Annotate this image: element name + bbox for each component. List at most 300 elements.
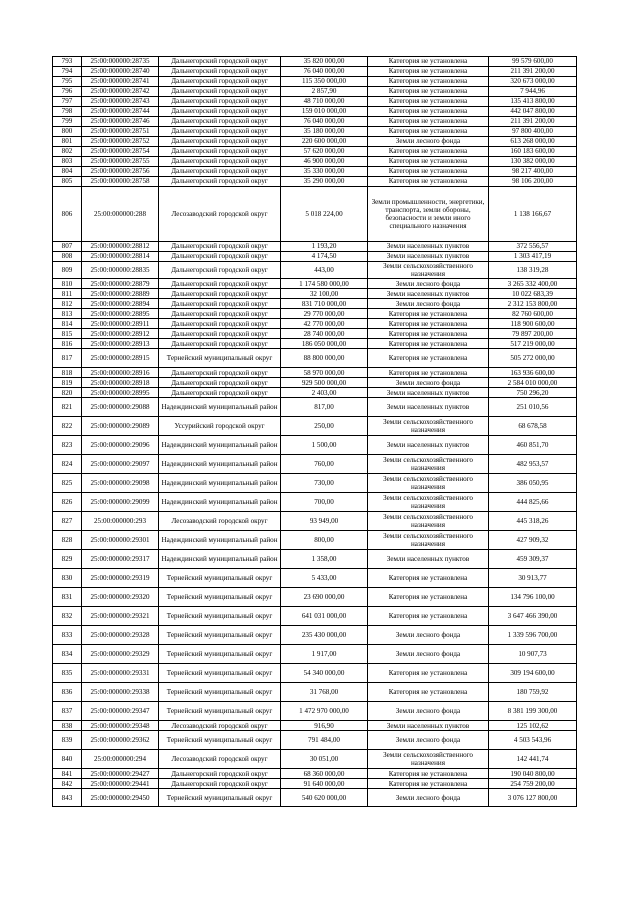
- cell-cad: 25:00:000000:28752: [82, 137, 159, 147]
- cell-district: Лесозаводский городской округ: [159, 750, 281, 769]
- cell-cad: 25:00:000000:29331: [82, 664, 159, 683]
- cell-n: 815: [53, 329, 82, 339]
- cell-n: 803: [53, 157, 82, 167]
- cell-cad: 25:00:000000:29089: [82, 417, 159, 436]
- cell-n: 836: [53, 683, 82, 702]
- cell-n: 799: [53, 117, 82, 127]
- table-row: [53, 177, 577, 187]
- cell-category: Категория не установлена: [368, 309, 489, 319]
- table-row: [53, 127, 577, 137]
- cell-district: Надеждинский муниципальный район: [159, 474, 281, 493]
- table-row: [53, 417, 577, 436]
- cell-category: Категория не установлена: [368, 779, 489, 789]
- table-row: [53, 349, 577, 368]
- cell-cad: 25:00:000000:29301: [82, 531, 159, 550]
- cell-district: Дальнегорский городской округ: [159, 329, 281, 339]
- cell-category: Земли сельскохозяйственного назначения: [368, 750, 489, 769]
- table-row: [53, 550, 577, 569]
- cell-area: 1 472 970 000,00: [281, 702, 368, 721]
- cell-value: 445 318,26: [489, 512, 577, 531]
- cell-n: 823: [53, 436, 82, 455]
- cell-category: Категория не установлена: [368, 97, 489, 107]
- cell-value: 482 953,57: [489, 455, 577, 474]
- cell-district: Тернейский муниципальный округ: [159, 789, 281, 807]
- table-row: [53, 702, 577, 721]
- table-row: [53, 769, 577, 779]
- cell-n: 801: [53, 137, 82, 147]
- cell-cad: 25:00:000000:29099: [82, 493, 159, 512]
- cell-category: Категория не установлена: [368, 319, 489, 329]
- cell-value: 98 106 200,00: [489, 177, 577, 187]
- cell-n: 826: [53, 493, 82, 512]
- cell-value: 386 050,95: [489, 474, 577, 493]
- cell-district: Дальнегорский городской округ: [159, 368, 281, 378]
- cell-value: 2 312 153 800,00: [489, 299, 577, 309]
- cell-area: 1 193,20: [281, 242, 368, 252]
- table-row: [53, 299, 577, 309]
- cell-n: 828: [53, 531, 82, 550]
- cell-district: Надеждинский муниципальный район: [159, 436, 281, 455]
- cell-area: 46 900 000,00: [281, 157, 368, 167]
- cell-area: 93 949,00: [281, 512, 368, 531]
- cell-category: Категория не установлена: [368, 177, 489, 187]
- cell-cad: 25:00:000000:29088: [82, 398, 159, 417]
- cell-category: Земли населенных пунктов: [368, 398, 489, 417]
- cell-category: Категория не установлена: [368, 127, 489, 137]
- cell-district: Тернейский муниципальный округ: [159, 702, 281, 721]
- cell-category: Категория не установлена: [368, 349, 489, 368]
- cell-district: Дальнегорский городской округ: [159, 252, 281, 262]
- table-row: [53, 77, 577, 87]
- cell-category: Категория не установлена: [368, 339, 489, 349]
- table-row: [53, 664, 577, 683]
- cell-district: Тернейский муниципальный округ: [159, 569, 281, 588]
- cell-district: Дальнегорский городской округ: [159, 779, 281, 789]
- cell-district: Надеждинский муниципальный район: [159, 531, 281, 550]
- cell-district: Дальнегорский городской округ: [159, 388, 281, 398]
- cell-category: Земли лесного фонда: [368, 279, 489, 289]
- cell-value: 1 339 596 700,00: [489, 626, 577, 645]
- cell-cad: 25:00:000000:28812: [82, 242, 159, 252]
- cell-area: 115 350 000,00: [281, 77, 368, 87]
- cell-value: 10 022 683,39: [489, 289, 577, 299]
- cell-cad: 25:00:000000:28744: [82, 107, 159, 117]
- cell-value: 2 584 010 000,00: [489, 378, 577, 388]
- cell-area: 235 430 000,00: [281, 626, 368, 645]
- cell-area: 791 484,00: [281, 731, 368, 750]
- cell-area: 91 640 000,00: [281, 779, 368, 789]
- table-row: [53, 493, 577, 512]
- cell-n: 832: [53, 607, 82, 626]
- cell-n: 798: [53, 107, 82, 117]
- cell-cad: 25:00:000000:28889: [82, 289, 159, 299]
- cell-category: Земли лесного фонда: [368, 731, 489, 750]
- table-row: [53, 289, 577, 299]
- cell-category: Земли сельскохозяйственного назначения: [368, 512, 489, 531]
- cell-category: Земли промышленности, энергетики, транспорта, земли обороны, безопасности и земли иного специального назначения: [368, 187, 489, 242]
- cell-category: Земли лесного фонда: [368, 137, 489, 147]
- cell-value: 163 936 600,00: [489, 368, 577, 378]
- cell-district: Дальнегорский городской округ: [159, 77, 281, 87]
- table-row: [53, 474, 577, 493]
- table-row: [53, 588, 577, 607]
- cell-category: Категория не установлена: [368, 769, 489, 779]
- cell-cad: 25:00:000000:29097: [82, 455, 159, 474]
- table-row: [53, 262, 577, 279]
- cell-n: 793: [53, 57, 82, 67]
- cell-category: Земли сельскохозяйственного назначения: [368, 493, 489, 512]
- cell-cad: 25:00:000000:28912: [82, 329, 159, 339]
- cell-district: Дальнегорский городской округ: [159, 147, 281, 157]
- cell-n: 831: [53, 588, 82, 607]
- cell-value: 444 825,66: [489, 493, 577, 512]
- table-row: [53, 309, 577, 319]
- cell-cad: 25:00:000000:28814: [82, 252, 159, 262]
- cell-n: 812: [53, 299, 82, 309]
- cell-area: 916,90: [281, 721, 368, 731]
- cell-area: 29 770 000,00: [281, 309, 368, 319]
- cell-category: Земли лесного фонда: [368, 645, 489, 664]
- table-row: [53, 398, 577, 417]
- cell-district: Тернейский муниципальный округ: [159, 349, 281, 368]
- cell-cad: 25:00:000000:29347: [82, 702, 159, 721]
- cell-value: 750 296,20: [489, 388, 577, 398]
- cell-n: 806: [53, 187, 82, 242]
- cell-value: 613 268 000,00: [489, 137, 577, 147]
- cell-district: Дальнегорский городской округ: [159, 67, 281, 77]
- cell-area: 76 040 000,00: [281, 117, 368, 127]
- table-row: [53, 531, 577, 550]
- cell-value: 211 391 200,00: [489, 67, 577, 77]
- cell-area: 2 403,00: [281, 388, 368, 398]
- cell-area: 760,00: [281, 455, 368, 474]
- cell-category: Категория не установлена: [368, 87, 489, 97]
- cell-district: Надеждинский муниципальный район: [159, 455, 281, 474]
- cell-n: 809: [53, 262, 82, 279]
- cell-category: Категория не установлена: [368, 167, 489, 177]
- table-row: [53, 569, 577, 588]
- cell-value: 160 183 600,00: [489, 147, 577, 157]
- cell-category: Категория не установлена: [368, 107, 489, 117]
- cell-area: 23 690 000,00: [281, 588, 368, 607]
- cell-value: 505 272 000,00: [489, 349, 577, 368]
- cell-area: 88 800 000,00: [281, 349, 368, 368]
- table-row: [53, 117, 577, 127]
- table-row: [53, 57, 577, 67]
- cell-district: Лесозаводский городской округ: [159, 187, 281, 242]
- table-row: [53, 607, 577, 626]
- cell-cad: 25:00:000000:29321: [82, 607, 159, 626]
- cell-n: 802: [53, 147, 82, 157]
- cell-category: Земли лесного фонда: [368, 299, 489, 309]
- cell-district: Дальнегорский городской округ: [159, 97, 281, 107]
- cell-value: 442 047 800,00: [489, 107, 577, 117]
- cell-n: 835: [53, 664, 82, 683]
- cell-area: 250,00: [281, 417, 368, 436]
- cell-value: 1 303 417,19: [489, 252, 577, 262]
- cell-category: Земли населенных пунктов: [368, 252, 489, 262]
- cell-cad: 25:00:000000:28756: [82, 167, 159, 177]
- cell-area: 4 174,50: [281, 252, 368, 262]
- cell-cad: 25:00:000000:288: [82, 187, 159, 242]
- table-row: [53, 626, 577, 645]
- cell-value: 7 944,96: [489, 87, 577, 97]
- cell-n: 830: [53, 569, 82, 588]
- cell-area: 1 358,00: [281, 550, 368, 569]
- cell-value: 180 759,92: [489, 683, 577, 702]
- cell-n: 840: [53, 750, 82, 769]
- cell-category: Земли лесного фонда: [368, 378, 489, 388]
- cell-cad: 25:00:000000:294: [82, 750, 159, 769]
- cell-district: Дальнегорский городской округ: [159, 378, 281, 388]
- table-row: [53, 157, 577, 167]
- document-page: [52, 56, 576, 807]
- table-row: [53, 319, 577, 329]
- table-row: [53, 455, 577, 474]
- cell-value: 30 913,77: [489, 569, 577, 588]
- cell-value: 309 194 600,00: [489, 664, 577, 683]
- cell-category: Земли населенных пунктов: [368, 721, 489, 731]
- cell-area: 68 360 000,00: [281, 769, 368, 779]
- cell-n: 824: [53, 455, 82, 474]
- cell-cad: 25:00:000000:29320: [82, 588, 159, 607]
- table-row: [53, 721, 577, 731]
- cell-area: 220 600 000,00: [281, 137, 368, 147]
- cell-area: 800,00: [281, 531, 368, 550]
- cell-area: 929 500 000,00: [281, 378, 368, 388]
- cell-district: Дальнегорский городской округ: [159, 299, 281, 309]
- cell-n: 795: [53, 77, 82, 87]
- cell-value: 98 217 400,00: [489, 167, 577, 177]
- table-row: [53, 388, 577, 398]
- cell-category: Земли сельскохозяйственного назначения: [368, 455, 489, 474]
- cell-area: 35 820 000,00: [281, 57, 368, 67]
- cell-category: Категория не установлена: [368, 664, 489, 683]
- table-row: [53, 750, 577, 769]
- cell-area: 1 917,00: [281, 645, 368, 664]
- cell-value: 320 673 000,00: [489, 77, 577, 87]
- cell-district: Дальнегорский городской округ: [159, 769, 281, 779]
- cell-cad: 25:00:000000:29338: [82, 683, 159, 702]
- cell-cad: 25:00:000000:28835: [82, 262, 159, 279]
- cell-cad: 25:00:000000:28918: [82, 378, 159, 388]
- cell-category: Категория не установлена: [368, 607, 489, 626]
- cell-category: Категория не установлена: [368, 329, 489, 339]
- cell-cad: 25:00:000000:28895: [82, 309, 159, 319]
- cell-area: 730,00: [281, 474, 368, 493]
- cell-n: 813: [53, 309, 82, 319]
- cell-cad: 25:00:000000:28755: [82, 157, 159, 167]
- cell-district: Тернейский муниципальный округ: [159, 664, 281, 683]
- cell-district: Тернейский муниципальный округ: [159, 588, 281, 607]
- cell-area: 443,00: [281, 262, 368, 279]
- cell-cad: 25:00:000000:29329: [82, 645, 159, 664]
- cell-district: Дальнегорский городской округ: [159, 242, 281, 252]
- cell-n: 838: [53, 721, 82, 731]
- cell-cad: 25:00:000000:29328: [82, 626, 159, 645]
- cell-area: 35 290 000,00: [281, 177, 368, 187]
- cell-district: Дальнегорский городской округ: [159, 107, 281, 117]
- cell-n: 841: [53, 769, 82, 779]
- cell-category: Земли лесного фонда: [368, 789, 489, 807]
- cell-value: 190 040 800,00: [489, 769, 577, 779]
- table-row: [53, 147, 577, 157]
- cell-area: 28 740 000,00: [281, 329, 368, 339]
- cell-district: Дальнегорский городской округ: [159, 319, 281, 329]
- cell-n: 817: [53, 349, 82, 368]
- cell-value: 3 265 332 400,00: [489, 279, 577, 289]
- cell-value: 97 800 400,00: [489, 127, 577, 137]
- cell-district: Лесозаводский городской округ: [159, 512, 281, 531]
- table-row: [53, 329, 577, 339]
- cell-category: Категория не установлена: [368, 147, 489, 157]
- cell-value: 251 010,56: [489, 398, 577, 417]
- cell-category: Земли населенных пунктов: [368, 289, 489, 299]
- cell-category: Категория не установлена: [368, 77, 489, 87]
- cell-category: Земли населенных пунктов: [368, 550, 489, 569]
- cell-district: Дальнегорский городской округ: [159, 262, 281, 279]
- cell-category: Категория не установлена: [368, 57, 489, 67]
- cell-value: 460 851,70: [489, 436, 577, 455]
- cell-n: 816: [53, 339, 82, 349]
- cell-n: 804: [53, 167, 82, 177]
- table-row: [53, 789, 577, 807]
- cell-n: 833: [53, 626, 82, 645]
- table-row: [53, 779, 577, 789]
- cell-cad: 25:00:000000:28754: [82, 147, 159, 157]
- cell-district: Надеждинский муниципальный район: [159, 493, 281, 512]
- cell-n: 807: [53, 242, 82, 252]
- cell-n: 794: [53, 67, 82, 77]
- table-row: [53, 137, 577, 147]
- table-row: [53, 512, 577, 531]
- cell-n: 814: [53, 319, 82, 329]
- cadastral-value-table: [52, 56, 577, 807]
- cell-cad: 25:00:000000:29098: [82, 474, 159, 493]
- cell-n: 800: [53, 127, 82, 137]
- cell-area: 1 500,00: [281, 436, 368, 455]
- cell-value: 8 381 199 300,00: [489, 702, 577, 721]
- table-row: [53, 279, 577, 289]
- table-row: [53, 378, 577, 388]
- cell-area: 30 051,00: [281, 750, 368, 769]
- cell-category: Категория не установлена: [368, 683, 489, 702]
- table-row: [53, 683, 577, 702]
- cell-cad: 25:00:000000:29362: [82, 731, 159, 750]
- cell-n: 820: [53, 388, 82, 398]
- cell-n: 811: [53, 289, 82, 299]
- cell-n: 819: [53, 378, 82, 388]
- cell-cad: 25:00:000000:28879: [82, 279, 159, 289]
- cell-district: Дальнегорский городской округ: [159, 57, 281, 67]
- table-row: [53, 67, 577, 77]
- cell-category: Земли сельскохозяйственного назначения: [368, 531, 489, 550]
- cell-cad: 25:00:000000:28735: [82, 57, 159, 67]
- table-row: [53, 87, 577, 97]
- cell-area: 76 040 000,00: [281, 67, 368, 77]
- cell-district: Надеждинский муниципальный район: [159, 398, 281, 417]
- cell-district: Тернейский муниципальный округ: [159, 626, 281, 645]
- cell-n: 829: [53, 550, 82, 569]
- cell-area: 48 710 000,00: [281, 97, 368, 107]
- table-body: [53, 57, 577, 807]
- table-row: [53, 645, 577, 664]
- cell-value: 79 897 200,00: [489, 329, 577, 339]
- cell-area: 32 100,00: [281, 289, 368, 299]
- cell-category: Земли населенных пунктов: [368, 388, 489, 398]
- cell-area: 159 010 000,00: [281, 107, 368, 117]
- cell-value: 459 309,37: [489, 550, 577, 569]
- cell-cad: 25:00:000000:28894: [82, 299, 159, 309]
- cell-value: 427 909,32: [489, 531, 577, 550]
- cell-category: Земли сельскохозяйственного назначения: [368, 262, 489, 279]
- cell-cad: 25:00:000000:29348: [82, 721, 159, 731]
- cell-district: Тернейский муниципальный округ: [159, 607, 281, 626]
- cell-n: 843: [53, 789, 82, 807]
- cell-category: Земли лесного фонда: [368, 702, 489, 721]
- cell-value: 135 413 800,00: [489, 97, 577, 107]
- cell-category: Категория не установлена: [368, 157, 489, 167]
- cell-district: Дальнегорский городской округ: [159, 309, 281, 319]
- cell-cad: 25:00:000000:29317: [82, 550, 159, 569]
- cell-area: 700,00: [281, 493, 368, 512]
- cell-value: 142 441,74: [489, 750, 577, 769]
- cell-district: Уссурийский городской округ: [159, 417, 281, 436]
- cell-category: Категория не установлена: [368, 569, 489, 588]
- cell-cad: 25:00:000000:29450: [82, 789, 159, 807]
- cell-cad: 25:00:000000:28916: [82, 368, 159, 378]
- cell-cad: 25:00:000000:28746: [82, 117, 159, 127]
- cell-district: Дальнегорский городской округ: [159, 137, 281, 147]
- cell-area: 817,00: [281, 398, 368, 417]
- cell-area: 42 770 000,00: [281, 319, 368, 329]
- cell-cad: 25:00:000000:29319: [82, 569, 159, 588]
- cell-category: Категория не установлена: [368, 368, 489, 378]
- cell-n: 834: [53, 645, 82, 664]
- cell-value: 517 219 000,00: [489, 339, 577, 349]
- cell-category: Категория не установлена: [368, 117, 489, 127]
- cell-category: Земли лесного фонда: [368, 626, 489, 645]
- cell-area: 540 620 000,00: [281, 789, 368, 807]
- cell-district: Дальнегорский городской округ: [159, 117, 281, 127]
- cell-value: 4 503 543,96: [489, 731, 577, 750]
- cell-district: Дальнегорский городской округ: [159, 279, 281, 289]
- cell-cad: 25:00:000000:28751: [82, 127, 159, 137]
- cell-n: 839: [53, 731, 82, 750]
- table-row: [53, 242, 577, 252]
- cell-n: 821: [53, 398, 82, 417]
- table-row: [53, 97, 577, 107]
- table-row: [53, 368, 577, 378]
- cell-district: Тернейский муниципальный округ: [159, 683, 281, 702]
- cell-category: Земли сельскохозяйственного назначения: [368, 474, 489, 493]
- cell-district: Дальнегорский городской округ: [159, 167, 281, 177]
- cell-value: 68 678,58: [489, 417, 577, 436]
- table-row: [53, 436, 577, 455]
- cell-cad: 25:00:000000:28995: [82, 388, 159, 398]
- cell-value: 3 647 466 390,00: [489, 607, 577, 626]
- cell-n: 805: [53, 177, 82, 187]
- cell-cad: 25:00:000000:29096: [82, 436, 159, 455]
- cell-district: Дальнегорский городской округ: [159, 87, 281, 97]
- cell-category: Категория не установлена: [368, 67, 489, 77]
- cell-area: 31 768,00: [281, 683, 368, 702]
- cell-n: 797: [53, 97, 82, 107]
- cell-n: 827: [53, 512, 82, 531]
- cell-value: 211 391 200,00: [489, 117, 577, 127]
- cell-area: 1 174 580 000,00: [281, 279, 368, 289]
- table-row: [53, 252, 577, 262]
